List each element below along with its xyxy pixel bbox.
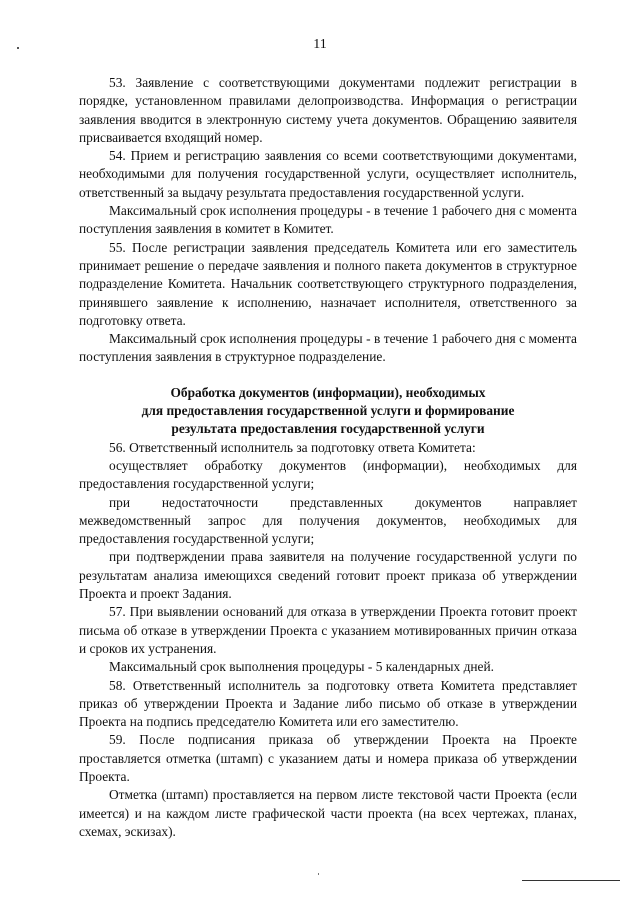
paragraph-54: 54. Прием и регистрацию заявления со всеми соответствующими документами, необходимыми для получения государственной услуги, осуществляет исполнитель, ответственный за выдачу результата предоставления государственной услуги.: [79, 148, 577, 200]
section-title: [79, 384, 577, 439]
page-number: 11: [313, 37, 327, 52]
paragraph-53: 53. Заявление с соответствующими документами подлежит регистрации в порядке, установленном правилами делопроизводства. Информация о регистрации заявления вводится в электронную систему учета документов. Обращению заявителя присваивается входящий номер.: [79, 75, 577, 145]
paragraph-58: 58. Ответственный исполнитель за подготовку ответа Комитета представляет приказ об утверждении Проекта и Задание либо письмо об отказе в утверждении Проекта на подпись председателю Комитета или его заместителю.: [79, 677, 577, 730]
paragraph-57-deadline: Максимальный срок выполнения процедуры - 5 календарных дней.: [109, 659, 494, 675]
footer-rule: [522, 880, 620, 881]
paragraph-56-item-2: при недостаточности представленных документов направляет межведомственный запрос для получения документов, необходимых для предоставления государственной услуги;: [79, 494, 577, 547]
paragraph-56: 56. Ответственный исполнитель за подготовку ответа Комитета:: [109, 439, 476, 455]
paragraph-56-item-3: при подтверждении права заявителя на получение государственной услуги по результатам анализа имеющихся сведений готовит проект приказа об утверждении Проекта и проект Задания.: [79, 549, 577, 602]
paragraph-55: 55. После регистрации заявления председатель Комитета или его заместитель принимает решение о передаче заявления и полного пакета документов в структурное подразделение Комитета. Начальник соответствующего структурного подразделения, принявшего заявление к исполнению, назначает исполнителя, ответственного за подготовку ответа.: [79, 239, 577, 328]
scan-mark-bottom: [318, 873, 319, 875]
document-body: [79, 74, 577, 841]
section-title-line-2: для предоставления государственной услуги и формирование: [141, 403, 515, 419]
paragraph-57: 57. При выявлении оснований для отказа в утверждении Проекта готовит проект письма об отказе в утверждении Проекта с указанием мотивированных причин отказа и сроков их устранения.: [79, 604, 577, 656]
paragraph-54-deadline: Максимальный срок исполнения процедуры - в течение 1 рабочего дня с момента поступления заявления в комитет в Комитет.: [79, 203, 577, 237]
paragraph-59: 59. После подписания приказа об утверждении Проекта на Проекте проставляется отметка (штамп) с указанием даты и номера приказа об утверждении Проекта.: [79, 732, 577, 784]
section-title-line-1: Обработка документов (информации), необходимых: [170, 384, 486, 400]
section-title-line-3: результата предоставления государственной услуги: [171, 421, 485, 437]
paragraph-55-deadline: Максимальный срок исполнения процедуры - в течение 1 рабочего дня с момента поступления заявления в структурное подразделение.: [79, 331, 577, 365]
paragraph-56-item-1: осуществляет обработку документов (информации), необходимых для предоставления государственной услуги;: [79, 457, 577, 492]
paragraph-59-stamp: Отметка (штамп) проставляется на первом листе текстовой части Проекта (если имеется) и на каждом листе графической части проекта (на всех чертежах, планах, схемах, эскизах).: [79, 787, 577, 839]
